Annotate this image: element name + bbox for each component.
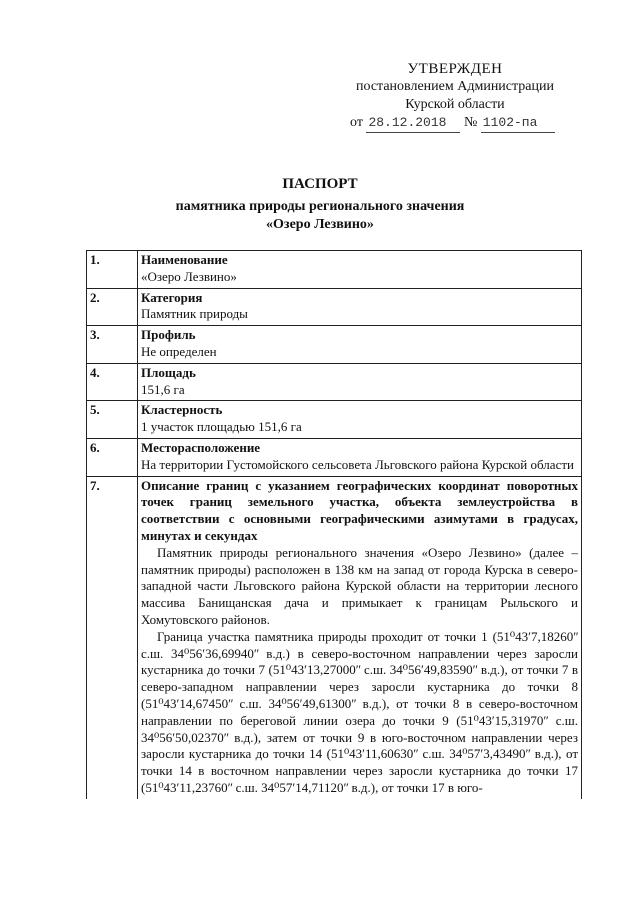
row-label: Наименование xyxy=(141,252,228,267)
row-content xyxy=(138,401,582,439)
row-value: Памятник природы xyxy=(141,306,248,322)
table-row xyxy=(87,476,582,799)
row-paragraph-2: Граница участка памятника природы проходит от точки 1 (51⁰43ʹ7,18260ʺ с.ш. 34⁰56ʹ36,69940ʺ в.д.) в северо-восточном направлении через заросли кустарника до точки 7 (51⁰43ʹ13,27000ʺ с.ш. 34⁰56ʹ49,83590ʺ в.д.), от точки 7 в северо-западном направлении через заросли кустарника до точки 8 (51⁰43ʹ14,67450ʺ с.ш. 34⁰56ʹ49,61300ʺ в.д.), от точки 8 в северо-восточном направлении по береговой линии озера до точки 9 (51⁰43ʹ15,31970ʺ с.ш. 34⁰56ʹ50,02370ʺ в.д.), затем от точки 9 в юго-восточном направлении через заросли кустарника до точки 14 (51⁰43ʹ11,60630ʺ с.ш. 34⁰57ʹ3,43490ʺ в.д.), от точки 14 в восточном направлении через заросли кустарника до точки 17 (51⁰43ʹ11,23760ʺ с.ш. 34⁰57ʹ14,71120ʺ в.д.), от точки 17 в юго- xyxy=(141,628,578,795)
row-value: Не определен xyxy=(141,343,217,359)
row-label: Профиль xyxy=(141,327,196,343)
date-value: 28.12.2018 xyxy=(366,114,460,133)
table-row xyxy=(87,438,582,476)
passport-table xyxy=(86,250,582,799)
row-value: 151,6 га xyxy=(141,381,185,397)
table-row xyxy=(87,363,582,401)
row-value: 1 участок площадью 151,6 га xyxy=(141,419,302,435)
row-label: Категория xyxy=(141,289,203,305)
row-value: На территории Густомойского сельсовета Льговского района Курской области xyxy=(141,456,574,472)
row-content xyxy=(138,251,582,289)
approval-date-number xyxy=(350,114,580,133)
table-row xyxy=(87,326,582,364)
row-number: 1. xyxy=(87,251,138,289)
row-content xyxy=(138,476,582,799)
date-prefix: от xyxy=(350,115,363,130)
row-label: Месторасположение xyxy=(141,439,261,455)
row-content xyxy=(138,326,582,364)
row-number: 5. xyxy=(87,401,138,439)
approval-line-1: постановлением Администрации xyxy=(356,79,554,94)
number-prefix: № xyxy=(463,115,478,130)
title-main: ПАСПОРТ xyxy=(282,176,358,192)
table-row xyxy=(87,251,582,289)
row-label: Кластерность xyxy=(141,402,223,418)
row-number: 7. xyxy=(87,476,138,799)
row-content xyxy=(138,363,582,401)
row-number: 3. xyxy=(87,326,138,364)
table-row xyxy=(87,288,582,326)
row-number: 2. xyxy=(87,288,138,326)
document-title xyxy=(0,176,640,234)
row-number: 4. xyxy=(87,363,138,401)
row-content xyxy=(138,438,582,476)
title-sub-2: «Озеро Лезвино» xyxy=(266,217,374,232)
row-value: «Озеро Лезвино» xyxy=(141,268,237,284)
row-paragraph-1: Памятник природы регионального значения «Озеро Лезвино» (далее – памятник природы) расположен в 138 км на запад от города Курска в северо-западной части Льговского района Курской области на территории лесного массива Банищанская дача и примыкает к границам Рыльского и Хомутовского районов. xyxy=(141,544,578,627)
row-label: Площадь xyxy=(141,364,196,380)
row-label: Описание границ с указанием географических координат поворотных точек границ земельного участка, объекта землеустройства в соответствии с основными географическими азимутами в градусах, минутах и секундах xyxy=(141,477,578,543)
number-value: 1102-па xyxy=(481,114,555,133)
row-number: 6. xyxy=(87,438,138,476)
approval-stamp xyxy=(330,60,580,133)
approval-heading: УТВЕРЖДЕН xyxy=(407,61,503,77)
approval-line-2: Курской области xyxy=(405,97,505,112)
title-sub-1: памятника природы регионального значения xyxy=(175,199,465,214)
table-row xyxy=(87,401,582,439)
row-content xyxy=(138,288,582,326)
